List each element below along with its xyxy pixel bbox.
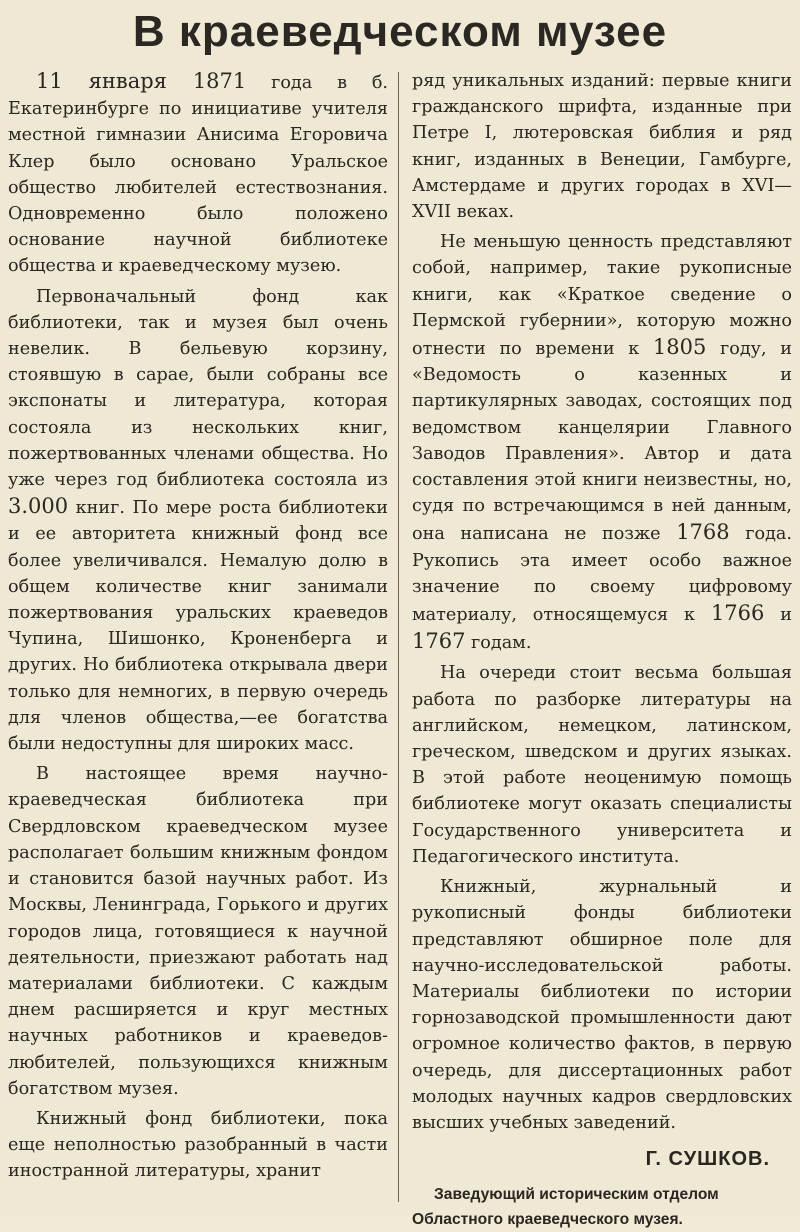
paragraph-2 [8, 284, 388, 758]
paragraph-5-text-d: и [780, 605, 793, 626]
column-divider [398, 72, 399, 1202]
paragraph-5-text-e: годам. [471, 633, 532, 654]
centuries: XVI—XVII [412, 175, 792, 223]
author-signature: Г. СУШКОВ. [645, 1148, 770, 1171]
year-1767: 1767 [412, 629, 466, 654]
paragraph-2-text-b: книг. По мере роста библиотеки и ее авторитета книжный фонд все более увеличивался. Немалую долю в общем количестве книг занимали пожертвования уральских краеведов Чупина, Шишонко, Кроненберга и других. Но библиотека открывала двери только для немногих, в первую очередь для членов общества,—ее богатства были недоступны для широких масс. [8, 498, 388, 755]
paragraph-2-text-a: Первоначальный фонд как библиотеки, так и музея был очень невелик. В бельевую корзину, стоявшую в сарае, были собраны все экспонаты и литература, которая состояла из нескольких книг, пожертвованных членами общества. Но уже через год библиотека состояла из [8, 286, 388, 491]
year-1768: 1768 [676, 520, 730, 545]
right-column [412, 68, 792, 1232]
paragraph-1 [8, 68, 388, 280]
paragraph-7: Книжный, журнальный и рукописный фонды библиотеки представляют обширное поле для научно-исследовательской работы. Материалы библиотеки по истории горнозаводской промышленности дают огромное количество фактов, в первую очередь, для диссертационных работ молодых научных кадров свердловских высших учебных заведений. [412, 877, 792, 1133]
left-column [8, 68, 388, 1189]
founding-date: 11 января 1871 [36, 69, 247, 93]
paragraph-5-text-b: году, и «Ведомость о казенных и партикулярных заводах, состоящих под ведомством канцелярии Главного Заводов Правления». Автор и дата составления этой книги неизвестны, но, судя по встречающимся в ней данным, она написана не позже [412, 339, 793, 545]
paragraph-6: На очереди стоит весьма большая работа по разборке литературы на английском, немецком, латинском, греческом, шведском и других языках. В этой работе неоценимую помощь библиотеке могут оказать специалисты Государственного университета и Педагогического института. [412, 663, 792, 867]
year-1805: 1805 [652, 335, 707, 360]
year-1766: 1766 [710, 601, 765, 626]
paragraph-4-cont-text-a: ряд уникальных изданий: первые книги гражданского шрифта, изданные при Петре I, лютеровская библия и ряд книг, изданных в Венеции, Гамбурге, Амстердаме и других городах в [412, 71, 792, 196]
paragraph-1-text: года в б. Екатеринбурге по инициативе учителя местной гимназии Анисима Егоровича Клер было основано Уральское общество любителей естествознания. Одновременно было положено основание научной библиотеке общества и краеведческому музею. [8, 73, 389, 277]
author-position: Заведующий историческим отделом Областного краеведческого музея. [412, 1186, 719, 1229]
paragraph-3: В настоящее время научно-краеведческая библиотека при Свердловском краеведческом музее располагает большим книжным фондом и становится базой научных работ. Из Москвы, Ленинграда, Горького и других городов лица, готовящиеся к научной деятельности, приезжают работать над материалами библиотеки. С каждым днем расширяется и круг местных научных работников и краеведов-любителей, пользующихся книжным богатством музея. [8, 764, 388, 1099]
paragraph-4: Книжный фонд библиотеки, пока еще неполностью разобранный в части иностранной литературы, хранит [8, 1108, 388, 1182]
paragraph-4-continued [412, 68, 792, 225]
paragraph-5-text-a: Не меньшую ценность представляют собой, например, такие рукописные книги, как «Краткое сведение о Пермской губернии», которую можно отнести по времени к [412, 232, 792, 360]
paragraph-4-cont-text-b: веках. [456, 202, 515, 223]
book-count: 3.000 [8, 494, 69, 519]
paragraph-5-text-c: года. Рукопись эта имеет особо важное значение по своему цифровому материалу, относящемуся к [412, 524, 792, 626]
paragraph-5 [412, 229, 792, 656]
article-title: В краеведческом музее [132, 7, 668, 56]
